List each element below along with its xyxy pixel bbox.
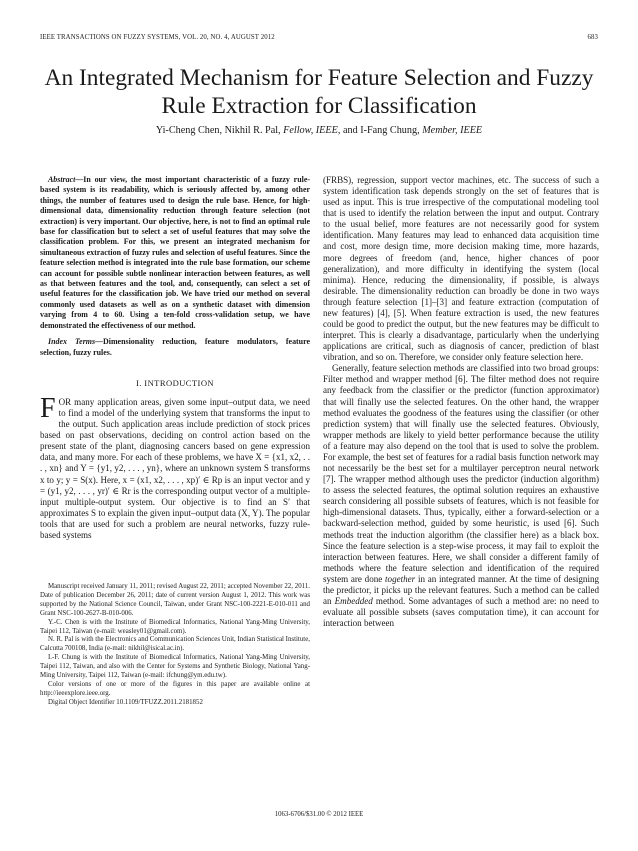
abstract (40, 175, 310, 331)
copyright-footer: 1063-6706/$31.00 © 2012 IEEE (274, 811, 364, 818)
footnote-manuscript: Manuscript received January 11, 2011; revised August 22, 2011; accepted November 22, 2011. Date of publication December 26, 2011; date of current version August 1, 2012. This work was supported by the National Science Council, Taiwan, under Grant NSC-100-2221-E-010-011 and Grant NSC-100-2627-B-010-006. (40, 583, 310, 617)
author-names-2: , and I-Fang Chung, (337, 125, 423, 136)
abstract-lead: Abstract— (48, 175, 84, 184)
footnote-author-3: I.-F. Chung is with the Institute of Biomedical Informatics, National Yang-Ming University, Taipei 112, Taiwan, and also with the Center for Systems and Synthetic Biology, National Yang-Ming University, Taipei 112, Taiwan (e-mail: ifchung@ym.edu.tw). (40, 654, 310, 680)
right-column (323, 175, 599, 629)
author-line (40, 125, 598, 136)
introduction-body (40, 392, 310, 541)
footnote-doi: Digital Object Identifier 10.1109/TFUZZ.2011.2181852 (48, 698, 203, 706)
right-paragraph-2: Generally, feature selection methods are classified into two broad groups: Filter method and wrapper method [6]. The filter method does not require any feedback from the classifier or the predictor (function approximator) that will finally use the selected features. On the other hand, the wrapper method evaluates the goodness of the features using the classifier (or other prediction system) that will finally use the selected features. Obviously, wrapper methods are likely to yield better performance because the utility of a feature may also depend on the tool that is used to solve the problem. For example, the best set of features for a radial basis function network may not necessarily be the best set for a multilayer perceptron neural network [7]. The wrapper method although uses the predictor (induction algorithm) to assess the selected features, the optimal solution requires an exhaustive search considering all possible subsets of features, which is not feasible for high-dimensional datasets. Thus, typically, either a forward-selection or a backward-selection method, guided by some heuristic, is used [6]. Such methods treat the induction algorithm (the classifier here) as a black box. Since the feature selection is a step-wise process, it may fail to exploit the interaction between features. Here, we shall consider a different family of methods where the feature selection and identification of the required system are done together in an integrated manner. At the time of designing the predictor, it picks up the relevant features. Such a method can be called an Embedded method. Some advantages of such a method are: no need to evaluate all possible subsets (saves computation time), it can account for interaction between (323, 363, 600, 629)
author-role-2: Member, IEEE (422, 125, 483, 136)
drop-cap: F (40, 392, 56, 424)
running-head (40, 34, 598, 44)
footnote-color: Color versions of one or more of the figures in this paper are available online at http://ieeexplore.ieee.org. (40, 680, 310, 697)
footnote-author-2: N. R. Pal is with the Electronics and Communication Sciences Unit, Indian Statistical Institute, Calcutta 700108, India (e-mail: nikhil@isical.ac.in). (40, 636, 310, 653)
emphasis-embedded: Embedded (334, 595, 373, 606)
journal-header: IEEE TRANSACTIONS ON FUZZY SYSTEMS, VOL. 20, NO. 4, AUGUST 2012 (40, 34, 275, 41)
intro-paragraph: OR many application areas, given some input–output data, we need to find a model of the underlying system that transforms the input to the output. Such application areas include prediction of stock prices based on past observations, deciding on control action based on the present state of the plant, diagnosing cancers based on gene expression data, and many more. For each of these problems, we have X = {x1, x2, . . . , xn} and Y = {y1, y2, . . . , yn}, where an unknown system S transforms x to y; y = S(x). Here, x = (x1, x2, . . . , xp)′ ∈ Rp is an input vector and y = (y1, y2, . . . , yr)′ ∈ Rr is the corresponding output vector of a multiple-input multiple-output system. Our objective is to find an S′ that approximates S to explain the given input–output data (X, Y). The popular tools that are used for such a problem are neural networks, fuzzy rule-based systems (40, 396, 310, 540)
page-number: 683 (587, 34, 598, 41)
author-role-1: Fellow, IEEE (283, 125, 338, 136)
left-column (40, 175, 310, 541)
index-terms-lead: Index Terms— (48, 337, 103, 347)
paper-title: An Integrated Mechanism for Feature Selection and Fuzzy Rule Extraction for Classification (44, 65, 594, 119)
section-heading: I. INTRODUCTION (135, 377, 215, 388)
index-terms-text: Dimensionality reduction, feature modulators, feature selection, fuzzy rules. (40, 337, 310, 357)
footnote-author-1: Y.-C. Chen is with the Institute of Biomedical Informatics, National Yang-Ming University, Taipei 112, Taiwan (e-mail: weasley01@gmail.com). (40, 618, 310, 635)
abstract-text: In our view, the most important characteristic of a fuzzy rule-based system is its readability, which is seriously affected by, among other things, the number of features used to design the rule base. Hence, for high-dimensional data, dimensionality reduction through feature selection (not extraction) is very important. Our objective, here, is not to find an optimal rule base for classification but to select a set of useful features that may solve the classification problem. For this, we present an integrated mechanism for simultaneous extraction of fuzzy rules and selection of useful features. Since the feature selection method is integrated into the rule base formation, our scheme can account for possible subtle nonlinear interaction between features, as well as that between features and the tool, and, consequently, can select a set of useful features for the classification job. We have tried our method on several commonly used datasets as well as on a synthetic dataset with dimension varying from 4 to 60. Using a ten-fold cross-validation setup, we have demonstrated the effectiveness of our method. (40, 175, 310, 330)
author-names-1: Yi-Cheng Chen, Nikhil R. Pal, (155, 125, 284, 136)
emphasis-together: together (385, 573, 416, 584)
index-terms (40, 337, 310, 358)
right-paragraph-1: (FRBS), regression, support vector machines, etc. The success of such a system identification task depends strongly on the set of features that is used as input. This is true irrespective of the computational modeling tool that is used to identify the relation between the input and output. Contrary to the usual belief, more features are not necessarily good for system identification. Many features may lead to enhanced data acquisition time and cost, more design time, more decision making time, more hazards, more degrees of freedom (and, hence, higher chances of poor generalization), and more difficulty in identifying the system (local minima). Hence, reducing the dimensionality, if possible, is always desirable. The dimensionality reduction can broadly be done in two ways through feature selection [1]–[3] and feature extraction (computation of new features) [4], [5]. When feature extraction is used, the new features could be good to predict the output, but the new features may be difficult to interpret. This is clearly a disadvantage, particularly when the underlying applications are critical, such as diagnosis of cancer, prediction of blast vibration, and so on. Therefore, we consider only feature selection here. (323, 175, 599, 363)
footnote (40, 583, 310, 708)
